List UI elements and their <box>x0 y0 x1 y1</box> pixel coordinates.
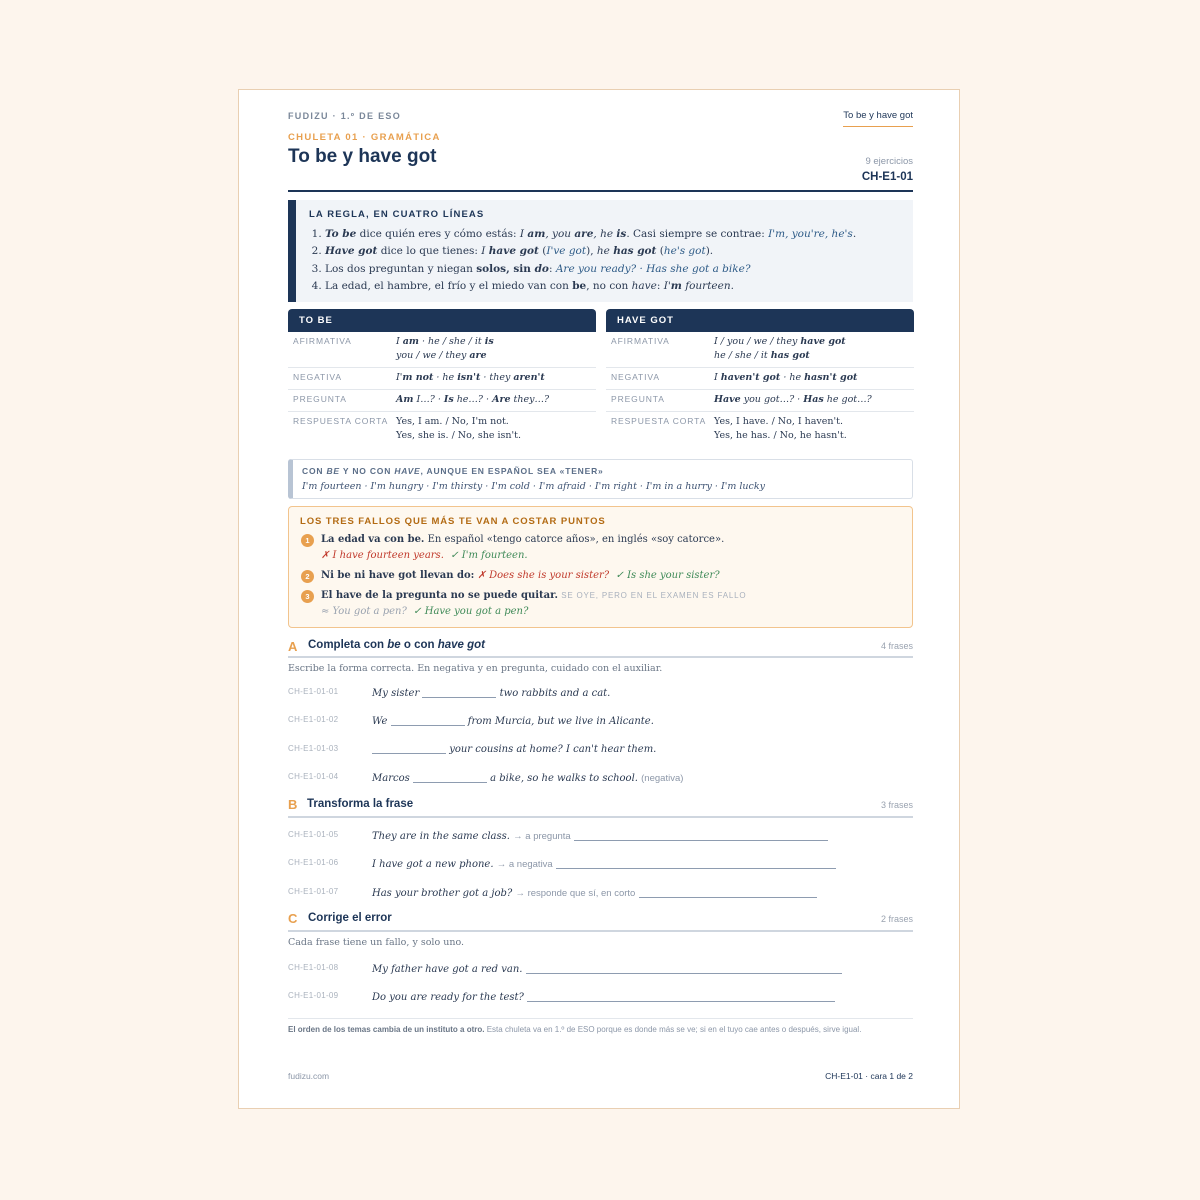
row-value: Yes, I have. / No, I haven't. Yes, he has. / No, he hasn't. <box>714 416 847 441</box>
exercise-b2: I have got a new phone. → a negativa <box>372 856 836 870</box>
exercise-id: CH-E1-01-08 <box>288 963 339 972</box>
section-a-divider <box>288 656 913 658</box>
answer-blank[interactable] <box>391 713 465 726</box>
exercise-a3: your cousins at home? I can't hear them. <box>372 741 656 755</box>
table-row <box>288 332 596 368</box>
con-be-examples: I'm fourteen · I'm hungry · I'm thirsty · I'm cold · I'm afraid · I'm right · I'm in a hurry · I'm lucky <box>302 481 765 492</box>
row-value: Yes, I am. / No, I'm not. Yes, she is. / No, she isn't. <box>396 416 521 441</box>
rule-line-4: 4. La edad, el hambre, el frío y el miedo van con be, no con have: I'm fourteen. <box>325 278 856 295</box>
row-label: AFIRMATIVA <box>293 336 352 346</box>
exercise-a1: My sister two rabbits and a cat. <box>372 685 610 699</box>
section-c-title: Corrige el error <box>308 912 392 924</box>
table-row <box>606 390 914 412</box>
exercise-count: 9 ejercicios <box>865 156 913 167</box>
row-value: Am I…? · Is he…? · Are they…? <box>396 394 550 405</box>
rule-line-3: 3. Los dos preguntan y niegan solos, sin do: Are you ready? · Has she got a bike? <box>325 261 856 278</box>
section-b-divider <box>288 816 913 818</box>
section-c-instruction: Cada frase tiene un fallo, y solo uno. <box>288 937 465 948</box>
answer-blank[interactable] <box>422 685 496 698</box>
row-label: RESPUESTA CORTA <box>293 416 389 426</box>
answer-blank[interactable] <box>413 770 487 783</box>
section-a-instruction: Escribe la forma correcta. En negativa y en pregunta, cuidado con el auxiliar. <box>288 663 663 674</box>
to-be-table-heading: TO BE <box>288 309 596 332</box>
have-got-table <box>606 309 914 446</box>
footnote: El orden de los temas cambia de un instituto a otro. Esta chuleta va en 1.º de ESO porque es donde más se ve; si en el tuyo cae antes o después, sirve igual. <box>288 1018 913 1035</box>
section-c-letter: C <box>288 911 298 926</box>
exercise-id: CH-E1-01-01 <box>288 687 339 696</box>
table-row <box>288 368 596 390</box>
section-c-count: 2 frases <box>880 914 913 924</box>
row-value: I / you / we / they have got he / she / it has got <box>714 336 846 361</box>
page-title: To be y have got <box>288 146 437 167</box>
con-be-heading: CON BE Y NO CON HAVE, AUNQUE EN ESPAÑOL SEA «TENER» <box>302 466 604 476</box>
mistake-1-examples: ✗ I have fourteen years. ✓ I'm fourteen. <box>321 550 528 561</box>
section-a-count: 4 frases <box>880 641 913 651</box>
answer-blank[interactable] <box>372 741 446 754</box>
table-row <box>288 390 596 412</box>
exercise-a2: We from Murcia, but we live in Alicante. <box>372 713 654 727</box>
exercise-id: CH-E1-01-06 <box>288 858 339 867</box>
row-value: I am · he / she / it is you / we / they are <box>396 336 494 361</box>
rule-heading: LA REGLA, EN CUATRO LÍNEAS <box>309 209 485 220</box>
row-value: Have you got…? · Has he got…? <box>714 394 872 405</box>
row-value: I'm not · he isn't · they aren't <box>396 372 545 383</box>
answer-line[interactable] <box>556 856 836 869</box>
table-row <box>288 412 596 446</box>
header-divider <box>288 190 913 192</box>
top-right-title: To be y have got <box>843 110 913 127</box>
answer-line[interactable] <box>639 885 817 898</box>
exercise-id: CH-E1-01-02 <box>288 715 339 724</box>
answer-line[interactable] <box>526 961 842 974</box>
row-label: PREGUNTA <box>293 394 347 404</box>
answer-line[interactable] <box>527 989 835 1002</box>
rule-line-2: 2. Have got dice lo que tienes: I have got (I've got), he has got (he's got). <box>325 243 856 260</box>
exercise-c2: Do you are ready for the test? <box>372 989 835 1003</box>
exercise-b1: They are in the same class. → a pregunta <box>372 828 828 842</box>
exercise-b3: Has your brother got a job? → responde que sí, en corto <box>372 885 817 899</box>
footer-site: fudizu.com <box>288 1071 330 1081</box>
to-be-table <box>288 309 596 446</box>
table-row <box>606 332 914 368</box>
row-label: PREGUNTA <box>611 394 665 404</box>
exercise-id: CH-E1-01-09 <box>288 991 339 1000</box>
sheet-code: CH-E1-01 <box>861 171 913 183</box>
section-c-divider <box>288 930 913 932</box>
rule-list <box>309 226 856 296</box>
row-label: RESPUESTA CORTA <box>611 416 707 426</box>
brand-label: FUDIZU · 1.º DE ESO <box>288 111 401 121</box>
row-label: AFIRMATIVA <box>611 336 670 346</box>
rule-box <box>288 200 913 302</box>
exercise-id: CH-E1-01-07 <box>288 887 339 896</box>
row-value: I haven't got · he hasn't got <box>714 372 858 383</box>
kicker-label: CHULETA 01 · GRAMÁTICA <box>288 132 441 143</box>
rule-line-1: 1. To be dice quién eres y cómo estás: I am, you are, he is. Casi siempre se contrae: I'm, you're, he's. <box>325 226 856 243</box>
row-label: NEGATIVA <box>611 372 660 382</box>
mistake-number-1: 1 <box>301 534 314 547</box>
exercise-id: CH-E1-01-05 <box>288 830 339 839</box>
section-b-title: Transforma la frase <box>307 798 414 810</box>
mistake-number-3: 3 <box>301 590 314 603</box>
exercise-id: CH-E1-01-04 <box>288 772 339 781</box>
exercise-c1: My father have got a red van. <box>372 961 842 975</box>
common-mistakes-box <box>288 506 913 628</box>
mistake-3-text: El have de la pregunta no se puede quitar. SE OYE, PERO EN EL EXAMEN ES FALLO <box>321 590 747 601</box>
exercise-a4: Marcos a bike, so he walks to school. (negativa) <box>372 770 683 784</box>
mistake-3-examples: ≈ You got a pen? ✓ Have you got a pen? <box>321 606 529 617</box>
section-a-header <box>288 638 297 656</box>
worksheet-page <box>238 89 960 1109</box>
mistakes-heading: LOS TRES FALLOS QUE MÁS TE VAN A COSTAR PUNTOS <box>300 516 606 527</box>
section-b-count: 3 frases <box>880 800 913 810</box>
table-row <box>606 368 914 390</box>
table-row <box>606 412 914 446</box>
worksheet-content <box>288 90 913 1108</box>
mistake-number-2: 2 <box>301 570 314 583</box>
section-a-title: Completa con be o con have got <box>308 639 486 651</box>
section-letter: A <box>288 639 298 654</box>
footer-page: CH-E1-01 · cara 1 de 2 <box>825 1071 913 1081</box>
mistake-1-text: La edad va con be. En español «tengo catorce años», en inglés «soy catorce». <box>321 534 725 545</box>
mistake-2-text: Ni be ni have got llevan do: ✗ Does she is your sister? ✓ Is she your sister? <box>321 570 720 581</box>
row-label: NEGATIVA <box>293 372 342 382</box>
exercise-id: CH-E1-01-03 <box>288 744 339 753</box>
answer-line[interactable] <box>574 828 828 841</box>
have-got-table-heading: HAVE GOT <box>606 309 914 332</box>
section-b-letter: B <box>288 797 298 812</box>
con-be-box <box>288 459 913 499</box>
